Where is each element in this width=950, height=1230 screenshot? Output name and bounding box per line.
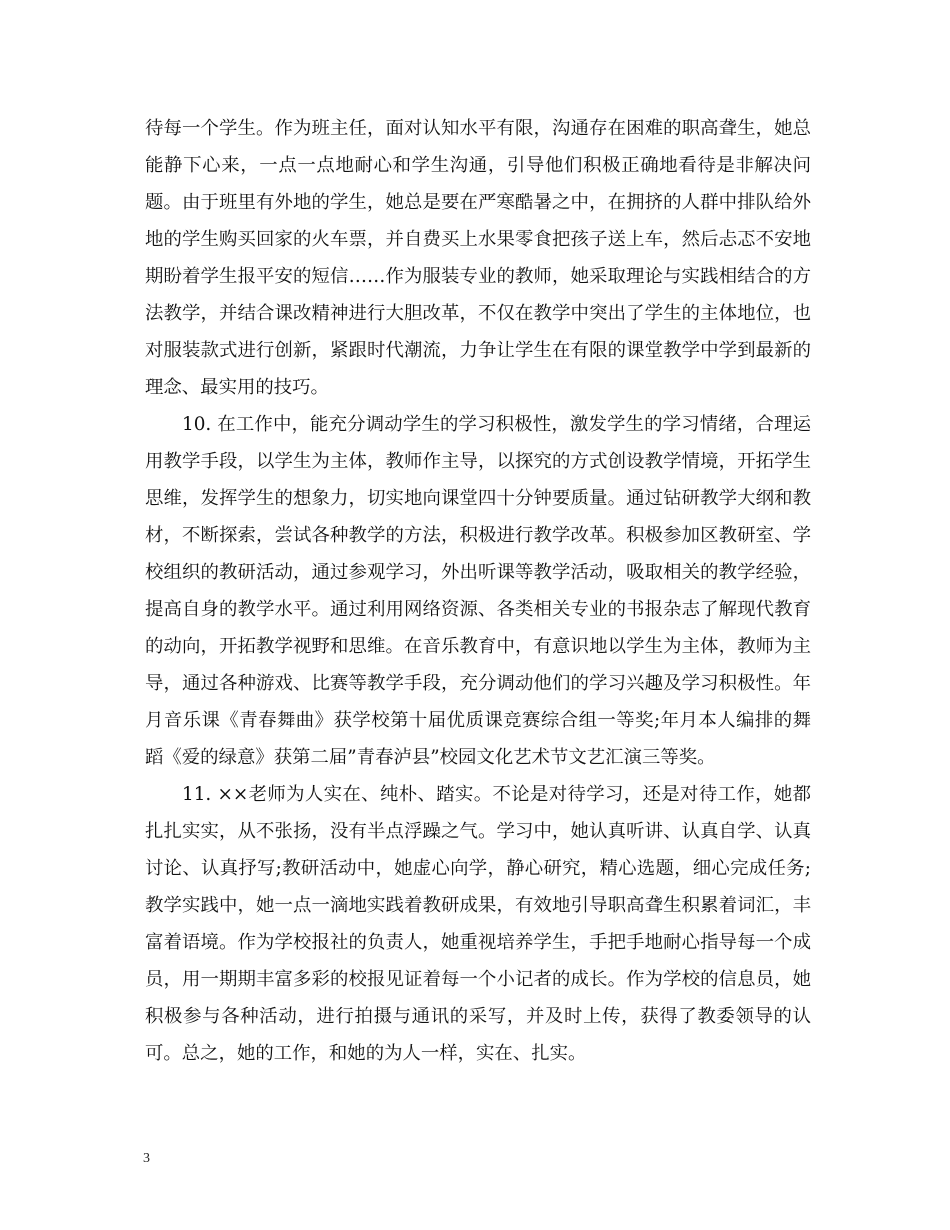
page-number: 3 <box>143 1151 150 1166</box>
document-body <box>145 110 811 1072</box>
paragraph-item-11: 11. ××老师为人实在、纯朴、踏实。不论是对待学习，还是对待工作，她都扎扎实实，从不张扬，没有半点浮躁之气。学习中，她认真听讲、认真自学、认真讨论、认真抒写;教研活动中，她虚心向学，静心研究，精心选题，细心完成任务;教学实践中，她一点一滴地实践着教研成果，有效地引导职高聋生积累着词汇，丰富着语境。作为学校报社的负责人，她重视培养学生，手把手地耐心指导每一个成员，用一期期丰富多彩的校报见证着每一个小记者的成长。作为学校的信息员，她积极参与各种活动，进行拍摄与通讯的采写，并及时上传，获得了教委领导的认可。总之，她的工作，和她的为人一样，实在、扎实。 <box>145 784 811 1064</box>
paragraph-continued: 待每一个学生。作为班主任，面对认知水平有限，沟通存在困难的职高聋生，她总能静下心来，一点一点地耐心和学生沟通，引导他们积极正确地看待是非解决问题。由于班里有外地的学生，她总是要在严寒酷暑之中，在拥挤的人群中排队给外地的学生购买回家的火车票，并自费买上水果零食把孩子送上车，然后忐忑不安地期盼着学生报平安的短信……作为服装专业的教师，她采取理论与实践相结合的方法教学，并结合课改精神进行大胆改革，不仅在教学中突出了学生的主体地位，也对服装款式进行创新，紧跟时代潮流，力争让学生在有限的课堂教学中学到最新的理念、最实用的技巧。 <box>145 118 811 398</box>
paragraph-item-10: 10. 在工作中，能充分调动学生的学习积极性，激发学生的学习情绪，合理运用教学手段，以学生为主体，教师作主导，以探究的方式创设教学情境，开拓学生思维，发挥学生的想象力，切实地向课堂四十分钟要质量。通过钻研教学大纲和教材，不断探索，尝试各种教学的方法，积极进行教学改革。积极参加区教研室、学校组织的教研活动，通过参观学习，外出听课等教学活动，吸取相关的教学经验，提高自身的教学水平。通过利用网络资源、各类相关专业的书报杂志了解现代教育的动向，开拓教学视野和思维。在音乐教育中，有意识地以学生为主体，教师为主导，通过各种游戏、比赛等教学手段，充分调动他们的学习兴趣及学习积极性。年月音乐课《青春舞曲》获学校第十届优质课竞赛综合组一等奖;年月本人编排的舞蹈《爱的绿意》获第二届”青春泸县”校园文化艺术节文艺汇演三等奖。 <box>145 414 811 768</box>
